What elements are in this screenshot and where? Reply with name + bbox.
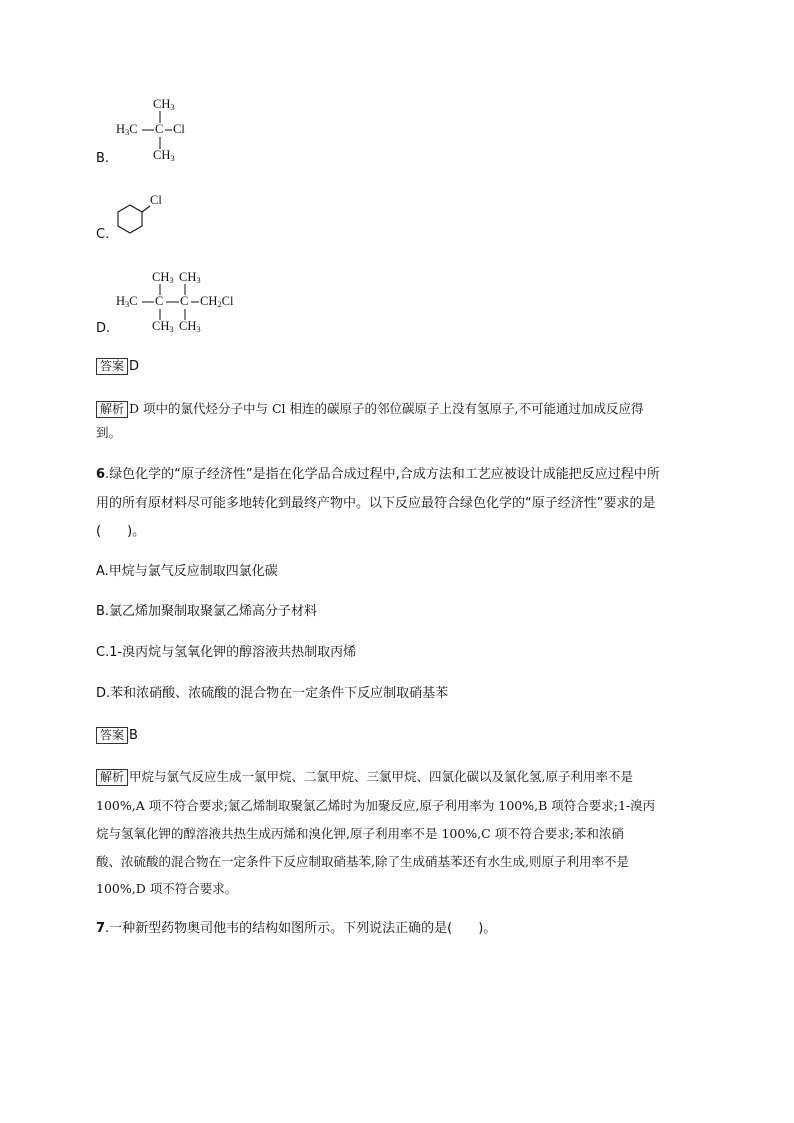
structure-c-cl: Cl bbox=[150, 193, 162, 207]
q6-option-c: C.1-溴丙烷与氢氧化钾的醇溶液共热制取丙烯 bbox=[96, 645, 357, 660]
q7-stem-text: .一种新型药物奥司他韦的结构如图所示。下列说法正确的是( )。 bbox=[105, 921, 497, 936]
q6-analysis-line-5: 100%,D 项不符合要求。 bbox=[96, 881, 238, 896]
q6-answer bbox=[96, 727, 138, 745]
q6-answer-value: B bbox=[129, 728, 138, 743]
q6-stem-line-1 bbox=[96, 466, 660, 484]
q6-analysis-line-1 bbox=[96, 768, 633, 786]
answer-tag: 答案 bbox=[96, 358, 128, 375]
structure-d-carbon-2: C bbox=[180, 294, 189, 308]
q5-answer bbox=[96, 358, 139, 376]
q7-stem bbox=[96, 920, 496, 938]
structure-d-ch3-bottom-1: $CH_3$ bbox=[152, 319, 174, 334]
option-b-letter: B. bbox=[96, 151, 110, 166]
structure-d-ch3-top-1: $CH_3$ bbox=[152, 270, 174, 285]
q6-analysis-line-3: 烷与氢氧化钾的醇溶液共热生成丙烯和溴化钾,原子利用率不是 100%,C 项不符合要求;苯和浓硝 bbox=[96, 826, 624, 841]
q5-analysis-text-1: D 项中的氯代烃分子中与 Cl 相连的碳原子的邻位碳原子上没有氢原子,不可能通过加成反应得 bbox=[129, 401, 644, 416]
q6-stem-line-3: ( )。 bbox=[96, 524, 146, 539]
q6-option-a: A.甲烷与氯气反应制取四氯化碳 bbox=[96, 564, 278, 579]
structure-b-ch3-bottom: $CH_3$ bbox=[153, 148, 175, 163]
q6-option-b: B.氯乙烯加聚制取聚氯乙烯高分子材料 bbox=[96, 604, 318, 619]
q6-analysis-line-2: 100%,A 项不符合要求;氯乙烯制取聚氯乙烯时为加聚反应,原子利用率为 100%,B 项符合要求;1-溴丙 bbox=[96, 798, 656, 813]
q6-stem-text-1: .绿色化学的“原子经济性”是指在化学品合成过程中,合成方法和工艺应被设计成能把反应过程中所 bbox=[105, 467, 660, 482]
q6-analysis-line-4: 酸、浓硫酸的混合物在一定条件下反应制取硝基苯,除了生成硝基苯还有水生成,则原子利用率不是 bbox=[96, 854, 629, 869]
structure-b-cl: Cl bbox=[173, 122, 185, 136]
structure-d-ch3-top-2: $CH_3$ bbox=[179, 270, 201, 285]
option-c-letter: C. bbox=[96, 227, 110, 242]
analysis-tag: 解析 bbox=[96, 401, 128, 418]
structure-b-ch3-top: $CH_3$ bbox=[153, 97, 175, 112]
q6-analysis-text-1: 甲烷与氯气反应生成一氯甲烷、二氯甲烷、三氯甲烷、四氯化碳以及氯化氢,原子利用率不是 bbox=[129, 769, 633, 784]
q5-analysis-line-2: 到。 bbox=[96, 425, 122, 440]
q5-answer-value: D bbox=[129, 359, 140, 374]
option-d-letter: D. bbox=[96, 321, 111, 336]
q5-analysis-line-1 bbox=[96, 400, 644, 418]
analysis-tag: 解析 bbox=[96, 769, 128, 786]
structure-d-ch2cl: $CH_2Cl$ bbox=[200, 294, 234, 309]
structure-d-ch3-bottom-2: $CH_3$ bbox=[179, 319, 201, 334]
structure-b-carbon: C bbox=[155, 122, 164, 136]
q7-number: 7 bbox=[96, 921, 106, 936]
q6-stem-line-2: 用的所有原材料尽可能多地转化到最终产物中。以下反应最符合绿色化学的“原子经济性”要求的是 bbox=[96, 496, 656, 511]
answer-tag: 答案 bbox=[96, 727, 128, 744]
structure-d-h3c-left: $H_3C$ bbox=[116, 294, 138, 309]
structure-b-h3c-left: $H_3C$ bbox=[116, 122, 138, 137]
structure-d-carbon-1: C bbox=[155, 294, 164, 308]
q6-number: 6 bbox=[96, 467, 106, 482]
q6-option-d: D.苯和浓硝酸、浓硫酸的混合物在一定条件下反应制取硝基苯 bbox=[96, 686, 449, 701]
